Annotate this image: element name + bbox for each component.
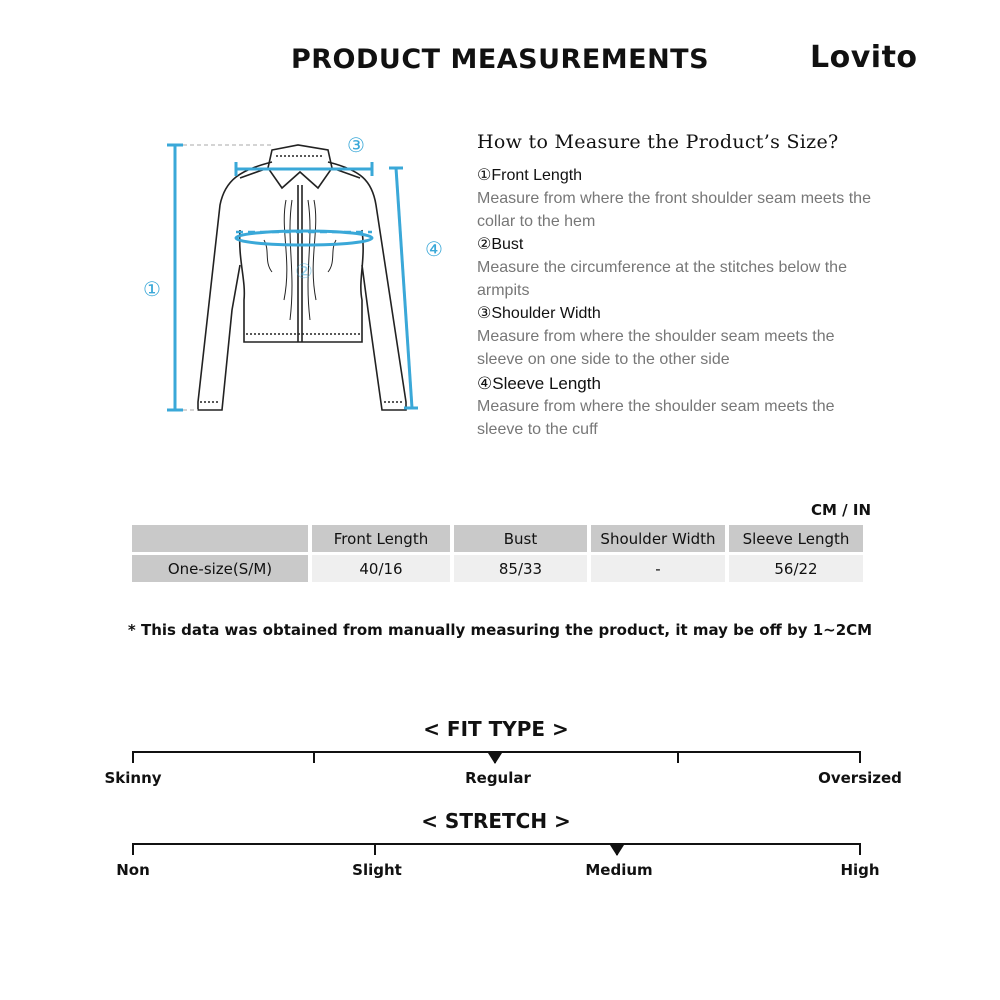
table-header-cell: Shoulder Width — [591, 525, 725, 552]
table-header-cell — [132, 525, 308, 552]
step-desc: sleeve to the cuff — [477, 421, 598, 438]
stretch-label-slight: Slight — [352, 861, 402, 879]
size-table — [128, 522, 867, 585]
table-header-cell: Front Length — [312, 525, 450, 552]
fit-type-label-regular: Regular — [465, 769, 531, 787]
step-desc: Measure from where the shoulder seam meets the — [477, 398, 835, 415]
fit-type-label-oversized: Oversized — [818, 769, 902, 787]
table-header-cell: Sleeve Length — [729, 525, 863, 552]
brand-logo: Lovito — [810, 40, 918, 75]
step-shoulder-width — [477, 303, 897, 371]
marker-shoulder-width: ③ — [347, 133, 365, 157]
garment-diagram — [130, 128, 450, 423]
table-row — [132, 555, 863, 582]
measure-lines — [167, 145, 418, 410]
fit-type-label-skinny: Skinny — [104, 769, 162, 787]
step-desc: Measure from where the shoulder seam meets the — [477, 328, 835, 345]
table-header-cell: Bust — [454, 525, 587, 552]
stretch-marker — [610, 845, 624, 856]
stretch-tick — [374, 843, 376, 855]
stretch-tick — [859, 843, 861, 855]
fit-type-tick — [859, 751, 861, 763]
fit-type-tick — [132, 751, 134, 763]
guide-lines — [183, 145, 272, 410]
howto-question: How to Measure the Product’s Size? — [477, 131, 839, 153]
table-cell: One-size(S/M) — [132, 555, 308, 582]
fit-type-marker — [488, 753, 502, 764]
measurement-note: * This data was obtained from manually measuring the product, it may be off by 1~2CM — [127, 621, 873, 639]
marker-sleeve-length: ④ — [425, 237, 443, 261]
step-heading: ③Shoulder Width — [477, 305, 601, 322]
step-bust — [477, 234, 897, 302]
step-desc: Measure the circumference at the stitches below the — [477, 259, 847, 276]
stretch-label-non: Non — [116, 861, 150, 879]
marker-bust: ② — [295, 259, 313, 283]
step-heading: ①Front Length — [477, 167, 583, 184]
step-front-length — [477, 165, 897, 233]
step-heading: ④Sleeve Length — [477, 374, 601, 393]
step-sleeve-length — [477, 373, 897, 441]
step-desc: armpits — [477, 282, 530, 299]
unit-label: CM / IN — [811, 501, 871, 519]
fit-type-tick — [677, 751, 679, 763]
stretch-label-medium: Medium — [585, 861, 653, 879]
table-cell: - — [591, 555, 725, 582]
stretch-tick — [132, 843, 134, 855]
step-desc: Measure from where the front shoulder seam meets the — [477, 190, 871, 207]
fit-type-title: < FIT TYPE > — [423, 717, 569, 741]
page-title: PRODUCT MEASUREMENTS — [290, 44, 710, 75]
marker-front-length: ① — [143, 277, 161, 301]
table-cell: 40/16 — [312, 555, 450, 582]
fit-type-tick — [313, 751, 315, 763]
table-cell: 85/33 — [454, 555, 587, 582]
step-heading: ②Bust — [477, 236, 524, 253]
stretch-label-high: High — [840, 861, 880, 879]
stretch-title: < STRETCH > — [421, 809, 571, 833]
stretch-scale-line — [132, 843, 861, 845]
table-cell: 56/22 — [729, 555, 863, 582]
table-header-row — [132, 525, 863, 552]
step-desc: sleeve on one side to the other side — [477, 351, 730, 368]
step-desc: collar to the hem — [477, 213, 596, 230]
